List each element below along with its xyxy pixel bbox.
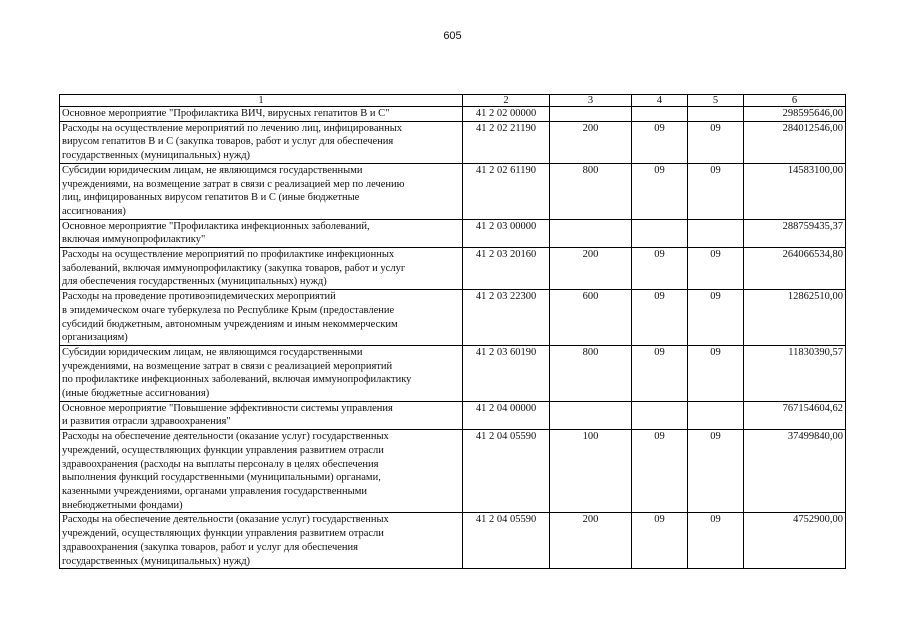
- description-line: и развития отрасли здравоохранения": [62, 416, 231, 428]
- amount: 284012546,00: [744, 121, 846, 163]
- target-code: 41 2 04 05590: [463, 513, 550, 569]
- table-row: [60, 107, 846, 122]
- row-description: [60, 290, 463, 346]
- subsection-code: [688, 401, 744, 429]
- row-description: [60, 121, 463, 163]
- table-row: [60, 219, 846, 247]
- header-cell-col1: 1: [60, 95, 463, 107]
- subsection-code: 09: [688, 121, 744, 163]
- subsection-code: [688, 107, 744, 122]
- row-description: [60, 248, 463, 290]
- amount: 4752900,00: [744, 513, 846, 569]
- table-row: [60, 430, 846, 513]
- table-row: [60, 513, 846, 569]
- amount: 11830390,57: [744, 345, 846, 401]
- amount: 767154604,62: [744, 401, 846, 429]
- amount: 264066534,80: [744, 248, 846, 290]
- budget-table: [59, 94, 846, 569]
- description-line: Расходы на осуществление мероприятий по профилактике инфекционных: [62, 249, 395, 261]
- row-description: [60, 430, 463, 513]
- description-line: Основное мероприятие "Профилактика инфекционных заболеваний,: [62, 220, 370, 232]
- expense-type-code: 100: [550, 430, 632, 513]
- description-line: государственных (муниципальных) нужд): [62, 150, 251, 162]
- target-code: 41 2 02 21190: [463, 121, 550, 163]
- subsection-code: 09: [688, 163, 744, 219]
- description-line: Расходы на осуществление мероприятий по лечению лиц, инфицированных: [62, 122, 403, 134]
- budget-table-body: [60, 95, 846, 569]
- target-code: 41 2 04 05590: [463, 430, 550, 513]
- row-description: [60, 219, 463, 247]
- row-description: [60, 163, 463, 219]
- row-description: [60, 345, 463, 401]
- page-number: 605: [443, 30, 462, 42]
- description-line: учреждений, осуществляющих функции управления развитием отрасли: [62, 444, 384, 456]
- expense-type-code: [550, 219, 632, 247]
- target-code: 41 2 02 61190: [463, 163, 550, 219]
- section-code: 09: [632, 513, 688, 569]
- table-row: [60, 163, 846, 219]
- header-cell-col2: 2: [463, 95, 550, 107]
- target-code: 41 2 03 20160: [463, 248, 550, 290]
- section-code: 09: [632, 345, 688, 401]
- description-line: здравоохранения (расходы на выплаты персоналу в целях обеспечения: [62, 458, 379, 470]
- target-code: 41 2 03 00000: [463, 219, 550, 247]
- description-line: включая иммунопрофилактику": [62, 234, 206, 246]
- header-cell-col6: 6: [744, 95, 846, 107]
- description-line: в эпидемическом очаге туберкулеза по Республике Крым (предоставление: [62, 304, 395, 316]
- subsection-code: 09: [688, 513, 744, 569]
- description-line: по профилактике инфекционных заболеваний, включая иммунопрофилактику: [62, 374, 412, 386]
- section-code: [632, 401, 688, 429]
- target-code: 41 2 04 00000: [463, 401, 550, 429]
- section-code: 09: [632, 430, 688, 513]
- target-code: 41 2 03 60190: [463, 345, 550, 401]
- description-line: вирусом гепатитов В и С (закупка товаров, работ и услуг для обеспечения: [62, 136, 394, 148]
- section-code: 09: [632, 121, 688, 163]
- description-line: здравоохранения (закупка товаров, работ и услуг для обеспечения: [62, 541, 358, 553]
- target-code: 41 2 03 22300: [463, 290, 550, 346]
- table-row: [60, 345, 846, 401]
- description-line: для обеспечения государственных (муниципальных) нужд): [62, 276, 327, 288]
- table-row: [60, 290, 846, 346]
- amount: 37499840,00: [744, 430, 846, 513]
- subsection-code: 09: [688, 290, 744, 346]
- expense-type-code: 800: [550, 345, 632, 401]
- description-line: Расходы на обеспечение деятельности (оказание услуг) государственных: [62, 431, 389, 443]
- header-cell-col5: 5: [688, 95, 744, 107]
- expense-type-code: 600: [550, 290, 632, 346]
- header-cell-col3: 3: [550, 95, 632, 107]
- row-description: [60, 107, 463, 122]
- description-line: Субсидии юридическим лицам, не являющимся государственными: [62, 164, 363, 176]
- section-code: 09: [632, 248, 688, 290]
- expense-type-code: 200: [550, 513, 632, 569]
- subsection-code: 09: [688, 430, 744, 513]
- description-line: субсидий бюджетным, автономным учреждениям и иным некоммерческим: [62, 318, 398, 330]
- row-description: [60, 513, 463, 569]
- description-line: Субсидии юридическим лицам, не являющимся государственными: [62, 346, 363, 358]
- table-row: [60, 248, 846, 290]
- expense-type-code: 800: [550, 163, 632, 219]
- section-code: [632, 107, 688, 122]
- amount: 298595646,00: [744, 107, 846, 122]
- description-line: ассигнования): [62, 205, 126, 217]
- description-line: Основное мероприятие "Повышение эффективности системы управления: [62, 402, 393, 414]
- expense-type-code: [550, 401, 632, 429]
- table-row: [60, 121, 846, 163]
- description-line: лиц, инфицированных вирусом гепатитов В и С (иные бюджетные: [62, 192, 360, 204]
- row-description: [60, 401, 463, 429]
- expense-type-code: 200: [550, 248, 632, 290]
- amount: 12862510,00: [744, 290, 846, 346]
- description-line: Основное мероприятие "Профилактика ВИЧ, вирусных гепатитов В и С": [62, 108, 390, 119]
- section-code: 09: [632, 163, 688, 219]
- description-line: организациям): [62, 332, 128, 344]
- description-line: выполнения функций государственными (муниципальными) органами,: [62, 472, 381, 484]
- amount: 288759435,37: [744, 219, 846, 247]
- subsection-code: 09: [688, 345, 744, 401]
- description-line: учреждений, осуществляющих функции управления развитием отрасли: [62, 528, 384, 540]
- table-header-row: [60, 95, 846, 107]
- description-line: учреждениями, на возмещение затрат в связи с реализацией мероприятий: [62, 360, 393, 372]
- section-code: 09: [632, 290, 688, 346]
- description-line: заболеваний, включая иммунопрофилактику (закупка товаров, работ и услуг: [62, 262, 406, 274]
- table-row: [60, 401, 846, 429]
- description-line: Расходы на проведение противоэпидемических мероприятий: [62, 291, 336, 303]
- subsection-code: 09: [688, 248, 744, 290]
- description-line: государственных (муниципальных) нужд): [62, 555, 251, 567]
- description-line: Расходы на обеспечение деятельности (оказание услуг) государственных: [62, 514, 389, 526]
- expense-type-code: 200: [550, 121, 632, 163]
- description-line: (иные бюджетные ассигнования): [62, 388, 210, 400]
- description-line: учреждениями, на возмещение затрат в связи с реализацией мер по лечению: [62, 178, 405, 190]
- subsection-code: [688, 219, 744, 247]
- section-code: [632, 219, 688, 247]
- description-line: внебюджетными фондами): [62, 499, 183, 511]
- expense-type-code: [550, 107, 632, 122]
- description-line: казенными учреждениями, органами управления государственными: [62, 485, 367, 497]
- amount: 14583100,00: [744, 163, 846, 219]
- header-cell-col4: 4: [632, 95, 688, 107]
- target-code: 41 2 02 00000: [463, 107, 550, 122]
